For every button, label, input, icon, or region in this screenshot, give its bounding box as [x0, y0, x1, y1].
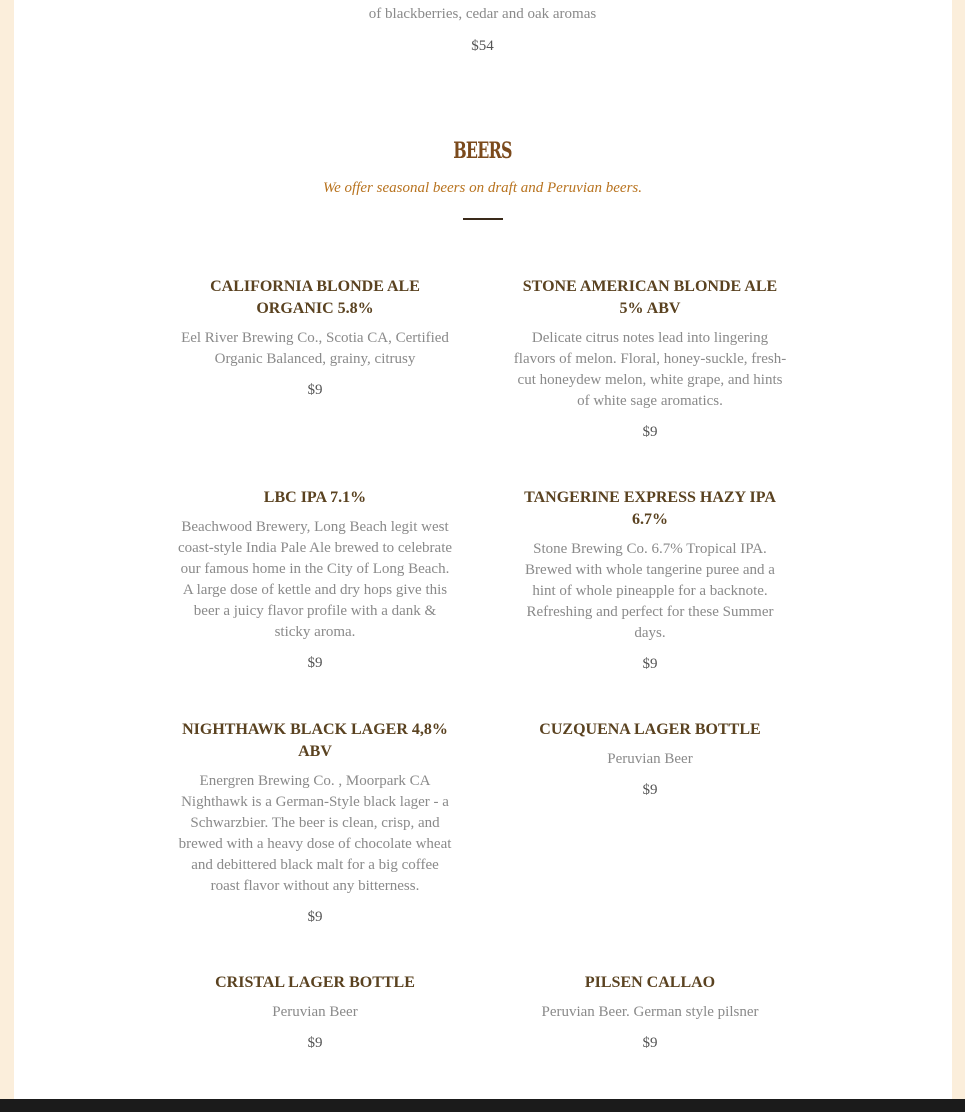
menu-item-price: $9 [642, 1035, 658, 1051]
menu-item-name: STONE AMERICAN BLONDE ALE 5% ABV [522, 278, 778, 317]
menu-item [512, 487, 788, 675]
menu-item-name: PILSEN CALLAO [584, 974, 716, 991]
footer-bar [0, 1099, 965, 1112]
menu-item-price: $9 [307, 1035, 323, 1051]
section-subtitle: We offer seasonal beers on draft and Peruvian beers. [323, 180, 642, 196]
menu-item-description: Beachwood Brewery, Long Beach legit west coast-style India Pale Ale brewed to celebrate our famous home in the City of Long Beach. A large dose of kettle and dry hops give this beer a juicy flavor profile with a dank & sticky aroma. [177, 519, 453, 640]
menu-panel [14, 0, 952, 1099]
menu-item [177, 487, 453, 674]
menu-item-price: $9 [307, 655, 323, 671]
menu-item [512, 276, 788, 443]
menu-item-description: Delicate citrus notes lead into lingering flavors of melon. Floral, honey-suckle, fresh-cut honeydew melon, white grape, and hints of white sage aromatics. [513, 330, 787, 409]
menu-item-name: LBC IPA 7.1% [263, 489, 367, 506]
menu-item-description: Peruvian Beer [607, 751, 693, 767]
menu-item [177, 276, 453, 401]
menu-item-name: TANGERINE EXPRESS HAZY IPA 6.7% [524, 489, 776, 528]
previous-item-description: of blackberries, cedar and oak aromas [368, 6, 597, 22]
menu-item-price: $9 [642, 424, 658, 440]
menu-item [177, 972, 453, 1054]
previous-item-price: $54 [471, 38, 494, 54]
menu-item-price: $9 [307, 909, 323, 925]
menu-item-description: Eel River Brewing Co., Scotia CA, Certified Organic Balanced, grainy, citrusy [181, 330, 449, 367]
menu-item-name: NIGHTHAWK BLACK LAGER 4,8% ABV [182, 721, 448, 760]
menu-item [512, 719, 788, 801]
menu-item-name: CALIFORNIA BLONDE ALE ORGANIC 5.8% [210, 278, 420, 317]
menu-item-name: CRISTAL LAGER BOTTLE [215, 974, 415, 991]
menu-item-description: Peruvian Beer [272, 1004, 358, 1020]
menu-item-price: $9 [642, 782, 658, 798]
menu-item-name: CUZQUENA LAGER BOTTLE [539, 721, 761, 738]
menu-item-description: Peruvian Beer. German style pilsner [541, 1004, 759, 1020]
menu-item-description: Stone Brewing Co. 6.7% Tropical IPA. Brewed with whole tangerine puree and a hint of whole pineapple for a backnote. Refreshing and perfect for these Summer days. [525, 541, 775, 641]
menu-item [177, 719, 453, 928]
menu-item [512, 972, 788, 1054]
menu-item-description: Energren Brewing Co. , Moorpark CA Nighthawk is a German-Style black lager - a Schwarzbier. The beer is clean, crisp, and brewed with a heavy dose of chocolate wheat and debittered black malt for a big coffee roast flavor without any bitterness. [178, 773, 452, 894]
section-title: BEERS [453, 138, 512, 164]
section-divider [463, 218, 503, 220]
menu-item-price: $9 [642, 656, 658, 672]
menu-item-price: $9 [307, 382, 323, 398]
